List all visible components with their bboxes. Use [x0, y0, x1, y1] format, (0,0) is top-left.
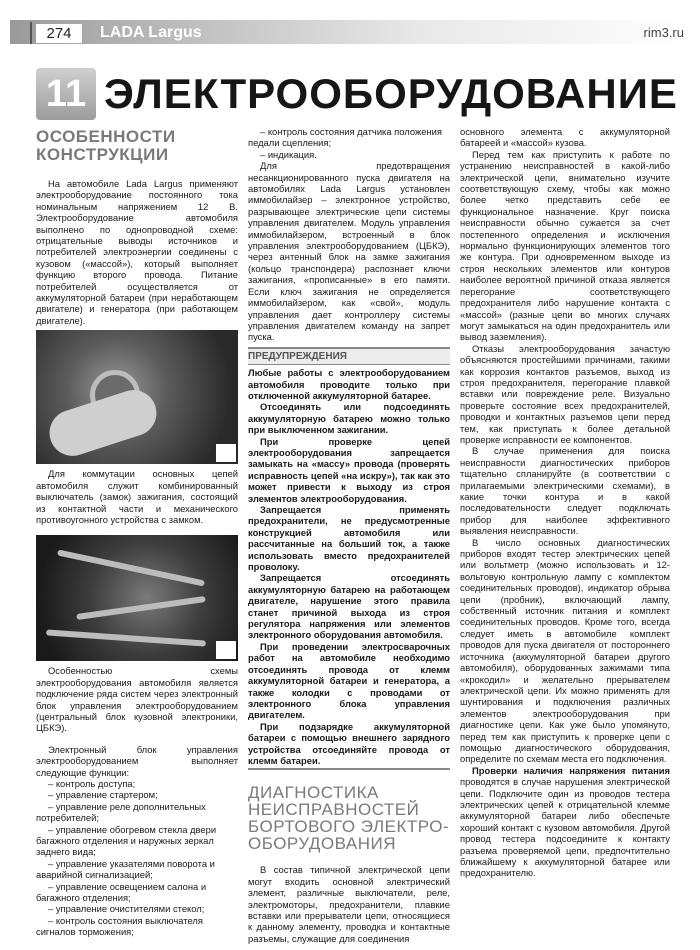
site-label[interactable]: rim3.ru	[643, 25, 684, 40]
function-item: – управление очистителями стекол;	[48, 903, 205, 915]
function-item: – управление стартером;	[48, 789, 158, 801]
function-item: – контроль состояния выключателя сигналов торможения;	[36, 914, 203, 938]
chapter-number: 11	[36, 68, 96, 120]
section-title-features: ОСОБЕННОСТИ КОНСТРУКЦИИ	[36, 127, 176, 164]
photo-marker-icon	[216, 444, 236, 462]
column-1	[36, 126, 238, 938]
warning-item: При проверке цепей электрооборудования запрещается замыкать на «массу» провода (проверять исправность цепей «на искру»), так как это может привести к выходу из строя элементов электрооборудования.	[248, 435, 450, 504]
paragraph: Перед тем как приступить к работе по устранению неисправностей в какой-либо электрической цепи, внимательно изучите соответствующую схему, чтобы как можно более четко представить себе ее функциональное назначение. Круг поиска неисправности обычно сужается за счет постепенного определения и исключения нормально функционирующих элементов того же контура. При одновременном выходе из строя нескольких элементов или контуров наиболее вероятной причиной отказа является перегорание соответствующего предохранителя либо нарушение контакта с «массой» (разные цепи во многих случаях могут замыкаться на один предохранитель или вывод заземления).	[460, 148, 670, 343]
page-number: 274	[36, 24, 82, 43]
paragraph: основного элемента с аккумуляторной батареей и «массой» кузова.	[460, 126, 670, 149]
warning-item: При подзарядке аккумуляторной батареи с помощью внешнего зарядного устройства отсоединяйте провода от клемм батареи.	[248, 721, 450, 771]
wire-shape	[57, 550, 205, 587]
intro-paragraph: На автомобиле Lada Largus применяют электрооборудование постоянного тока номинальным напряжением 12 В. Электрооборудование автомобиля выполнено по однопроводной схеме: отрицательные выводы источников и потребителей электроэнергии соединены с кузовом («массой»), который выполняет функцию второго провода. Питание потребителей осуществляется от аккумуляторной батареи (при неработающем двигателе) и генератора (при работающем двигателе).	[36, 178, 238, 326]
function-item: – контроль доступа;	[48, 777, 136, 789]
photo-marker-icon	[216, 641, 236, 659]
function-item: – контроль состояния датчика положения педали сцепления;	[248, 126, 442, 149]
immobilizer-paragraph: Для предотвращения несанкционированного пуска двигателя на автомобилях Lada Largus установлен иммобилайзер – электронное устройство, разрывающее электрические цепи системы управления двигателем. Модуль управления иммобилайзером, встроенный в блок управления электрооборудованием (ЦБКЭ), через антенный блок на замке зажигания (кольцо транспондера) распознает ключи зажигания, «прописанные» в его памяти. Если ключ зажигания не определяется иммобилайзером, как «свой», модуль управления дает контроллеру системы управления двигателем команду на запрет пуска.	[248, 160, 450, 343]
voltage-check-text: проводятся в случае нарушения электрической цепи. Подключите один из проводов тестера электрических цепей к отрицательной клемме аккумуляторной батареи либо обеспечьте хороший контакт с кузовом автомобиля. Другой провод тестера подсоедините к контакту разъема проверяемой цепи, предпочтительно ближайшему к аккумуляторной батарее или предохранителю.	[460, 776, 670, 879]
paragraph: В случае применения для поиска неисправности диагностических приборов тщательно спланируйте (в соответствии с прилагаемыми электрическими схемами), в какие точки контура и в какой последовательности следует подключать прибор для наиболее эффективного выявления неисправности.	[460, 445, 670, 537]
warning-item: Любые работы с электрооборудованием автомобиля проводите только при отключенной аккумуляторной батарее.	[248, 367, 450, 401]
warning-item: Запрещается применять предохранители, не предусмотренные конструкцией автомобиля или рассчитанные на больший ток, а также использовать вместо предохранителей проволоку.	[248, 504, 450, 573]
paragraph: Отказы электрооборудования зачастую объясняются простейшими причинами, такими как коррозия контактов разъемов, выход из строя предохранителя, перегорание плавкой вставки или повреждение реле. Визуально проверьте состояние всех предохранителей, проводки и контактных разъемов цепи перед тем, как приступать к более детальной проверке исправности ее компонентов.	[460, 342, 670, 445]
column-2	[248, 126, 450, 944]
photo-caption-2: Особенностью схемы электрооборудования автомобиля является подключение ряда систем через электронный блок управления электрооборудованием (центральный блок кузовной электроники, ЦБКЭ).	[36, 665, 238, 734]
function-item: – управление указателями поворота и аварийной сигнализацией;	[36, 857, 215, 881]
function-item: – управление реле дополнительных потребителей;	[36, 800, 206, 824]
wire-shape	[76, 596, 206, 620]
section-title-diagnostics: ДИАГНОСТИКА НЕИСПРАВНОСТЕЙ БОРТОВОГО ЭЛЕКТРО-ОБОРУДОВАНИЯ	[248, 783, 450, 854]
column-3	[460, 126, 670, 879]
book-title: LADA Largus	[100, 24, 202, 41]
diagnostics-paragraph: В состав типичной электрической цепи могут входить основной электрический элемент, различные выключатели, реле, электромоторы, предохранители, плавкие вставки или прерыватели цепи, относящиеся к данному элементу, проводка и контактные разъемы, служащие для соединения	[248, 864, 450, 944]
wire-shape	[46, 630, 206, 647]
ignition-lock-photo	[36, 330, 238, 464]
function-item: – управление освещением салона и багажного отделения;	[36, 880, 207, 904]
function-item: – индикация.	[260, 148, 317, 160]
paragraph: В число основных диагностических приборов входят тестер электрических цепей или вольтметр (можно использовать и 12-вольтовую контрольную лампу с комплектом соединительных проводов), индикатор обрыва цепи (пробник), включающий лампу, собственный источник питания и комплект соединительных проводов. Кроме того, всегда следует иметь в автомобиле комплект проводов для пуска двигателя от постороннего источника (аккумуляторной батареи другого автомобиля), оборудованных зажимами типа «крокодил» и желательно прерывателем электрической цепи. Их можно применять для шунтирования и подключения различных элементов электрооборудования при диагностике цепи. Как уже было упомянуто, перед тем как приступить к проверке цепи с помощью диагностического оборудования, определите по схемам места его подключения.	[460, 536, 670, 765]
warning-item: При проведении электросварочных работ на автомобиле необходимо отсоединять провода от клемм аккумуляторной батареи и генератора, а также колодки с проводами от электронного блока управления двигателем.	[248, 640, 450, 721]
header-corner-line	[30, 22, 32, 44]
warning-item: Запрещается отсоединять аккумуляторную батарею на работающем двигателе, нарушение этого правила станет причиной выхода из строя регулятора напряжения или элементов электронного оборудования автомобиля.	[248, 572, 450, 641]
function-item: – управление обогревом стекла двери багажного отделения и наружных зеркал заднего вида;	[36, 823, 217, 858]
chapter-title: ЭЛЕКТРООБОРУДОВАНИЕ	[104, 70, 678, 117]
body-electronics-photo	[36, 535, 238, 661]
photo-caption-1: Для коммутации основных цепей автомобиля служит комбинированный выключатель (замок) зажигания, состоящий из контактной части и механического противоугонного устройства с замком.	[36, 468, 238, 525]
functions-intro: Электронный блок управления электрооборудованием выполняет следующие функции:	[36, 743, 238, 778]
warning-item: Отсоединять или подсоединять аккумуляторную батарею можно только при выключенном зажигании.	[248, 401, 450, 436]
voltage-check-heading: Проверки наличия напряжения питания	[472, 764, 670, 776]
paragraph-voltage-check	[460, 765, 670, 879]
warnings-title: ПРЕДУПРЕЖДЕНИЯ	[248, 347, 450, 365]
